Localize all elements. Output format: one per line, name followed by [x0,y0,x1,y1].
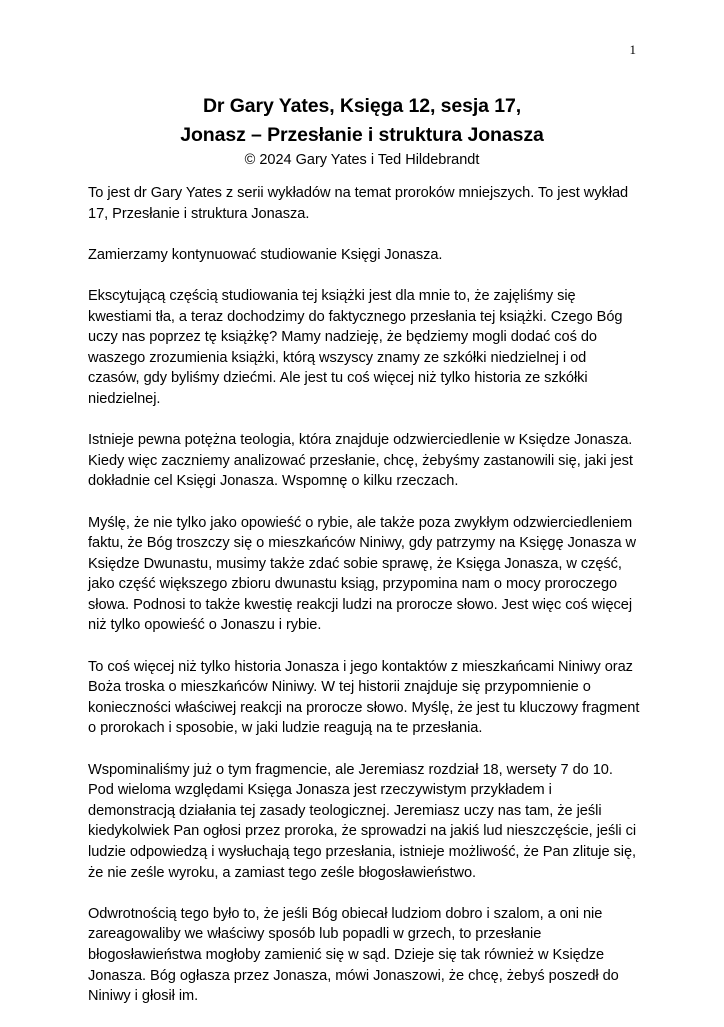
document-header [0,92,724,170]
paragraph-4: Istnieje pewna potężna teologia, która znajduje odzwierciedlenie w Księdze Jonasza. Kiedy więc zaczniemy analizować przesłanie, chcę, żebyśmy zastanowili się, jaki jest dokładnie cel Księgi Jonasza. Wspomnę o kilku rzeczach. [88,432,633,490]
paragraph-1: To jest dr Gary Yates z serii wykładów na temat proroków mniejszych. To jest wykład 17, Przesłanie i struktura Jonasza. [88,185,629,222]
paragraph-3: Ekscytującą częścią studiowania tej książki jest dla mnie to, że zajęliśmy się kwestiami tła, a teraz dochodzimy do faktycznego przesłania tej książki. Czego Bóg uczy nas poprzez tę książkę? Mamy nadzieję, że będziemy mogli dodać coś do waszego zrozumienia książki, którą wszyscy znamy ze szkółki niedzielnej i od czasów, gdy byliśmy dziećmi. Ale jest tu coś więcej niż tylko historia ze szkółki niedzielnej. [88,287,623,407]
paragraph-5: Myślę, że nie tylko jako opowieść o rybie, ale także poza zwykłym odzwierciedleniem faktu, że Bóg troszczy się o mieszkańców Niniwy, gdy patrzymy na Księgę Jonasza w Księdze Dwunastu, musimy także zdać sobie sprawę, że Księga Jonasza, w część, jako część większego zbioru dwunastu ksiąg, przypomina nam o mocy proroczego słowa. Podnosi to także kwestię reakcji ludzi na prorocze słowo. Jest więc coś więcej niż tylko opowieść o Jonaszu i rybie. [88,514,637,634]
page-number: 1 [629,42,636,57]
document-body [88,183,640,1027]
copyright-notice: © 2024 Gary Yates i Ted Hildebrandt [244,152,480,168]
document-title-line-2: Jonasz – Przesłanie i struktura Jonasza [180,124,544,146]
document-title-line-1: Dr Gary Yates, Księga 12, sesja 17, [202,95,522,117]
paragraph-8: Odwrotnością tego było to, że jeśli Bóg obiecał ludziom dobro i szalom, a oni nie zareagowaliby we właściwy sposób lub popadli w grzech, to przesłanie błogosławieństwa mogłoby zamienić się w sąd. Dzieje się tak również w Księdze Jonasza. Bóg ogłasza przez Jonasza, mówi Jonaszowi, że chcę, żebyś poszedł do Niniwy i głosił im. [88,905,619,1005]
paragraph-6: To coś więcej niż tylko historia Jonasza i jego kontaktów z mieszkańcami Niniwy oraz Boża troska o mieszkańców Niniwy. W tej historii znajduje się przypomnienie o konieczności właściwej reakcji na prorocze słowo. Myślę, że jest tu kluczowy fragment o prorokach i sposobie, w jaki ludzie reagują na te przesłania. [88,658,640,737]
paragraph-2: Zamierzamy kontynuować studiowanie Księgi Jonasza. [88,246,443,263]
paragraph-7: Wspominaliśmy już o tym fragmencie, ale Jeremiasz rozdział 18, wersety 7 do 10. Pod wieloma względami Księga Jonasza jest rzeczywistym przykładem i demonstracją działania tej zasady teologicznej. Jeremiasz uczy nas tam, że jeśli kiedykolwiek Pan ogłosi przez proroka, że sprowadzi na jakiś lud nieszczęście, jeśli ci ludzie odpowiedzą i wysłuchają tego przesłania, istnieje możliwość, że Pan zlituje się, że nie ześle wyroku, a zamiast tego ześle błogosławieństwo. [88,761,637,881]
